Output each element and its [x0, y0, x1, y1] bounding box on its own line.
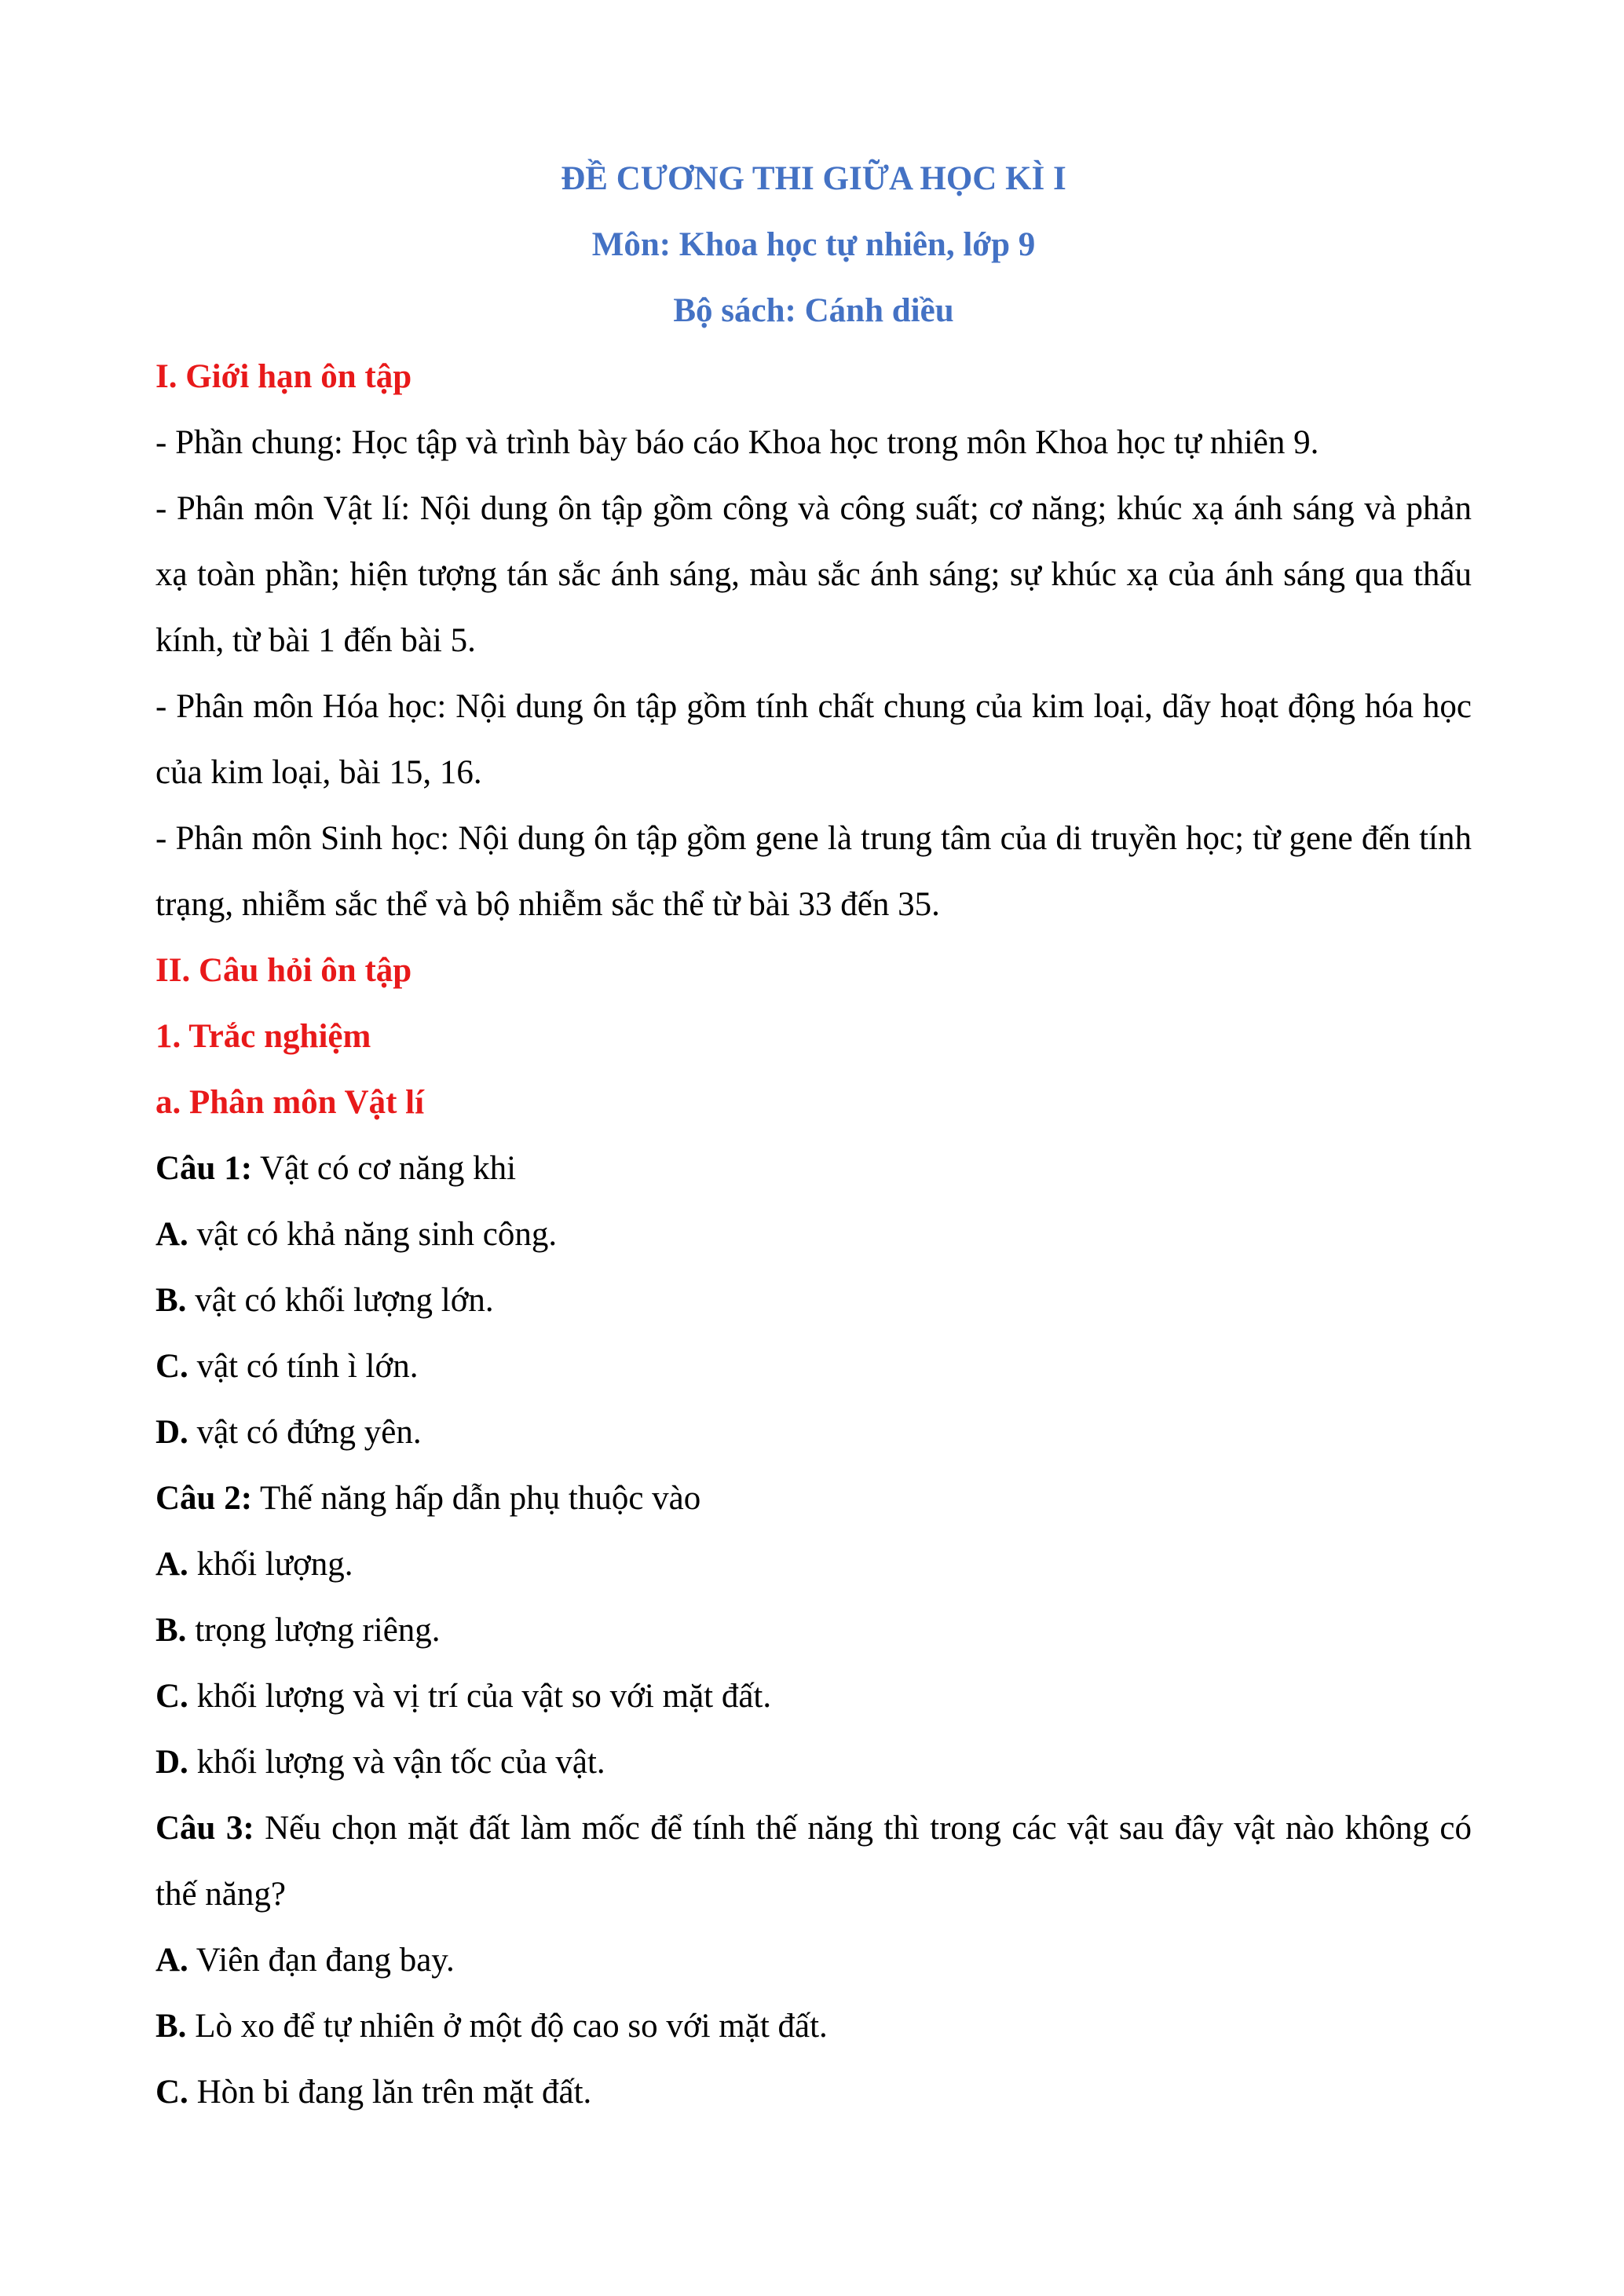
option-letter: C.	[155, 2074, 188, 2111]
scope-item-physics: - Phân môn Vật lí: Nội dung ôn tập gồm công và công suất; cơ năng; khúc xạ ánh sáng và phản xạ toàn phần; hiện tượng tán sắc ánh sáng, màu sắc ánh sáng; sự khúc xạ của ánh sáng qua thấu kính, từ bài 1 đến bài 5.	[155, 490, 1472, 659]
scope-item-general: - Phần chung: Học tập và trình bày báo cáo Khoa học trong môn Khoa học tự nhiên 9.	[155, 424, 1319, 461]
question-1	[155, 1136, 1472, 1202]
option-text: Viên đạn đang bay.	[188, 1942, 455, 1979]
option-letter: D.	[155, 1414, 188, 1451]
option-letter: A.	[155, 1546, 188, 1583]
option-letter: B.	[155, 1282, 187, 1319]
document-title: ĐỀ CƯƠNG THI GIỮA HỌC KÌ I	[561, 160, 1066, 197]
document-page	[155, 146, 1472, 2126]
option-letter: C.	[155, 1678, 188, 1715]
scope-item-biology: - Phân môn Sinh học: Nội dung ôn tập gồm gene là trung tâm của di truyền học; từ gene đến tính trạng, nhiễm sắc thể và bộ nhiễm sắc thể từ bài 33 đến 35.	[155, 820, 1472, 923]
option-text: Hòn bi đang lăn trên mặt đất.	[188, 2074, 592, 2111]
section-heading-scope: I. Giới hạn ôn tập	[155, 358, 412, 395]
question-1-option-c	[155, 1334, 1472, 1400]
section-heading-questions: II. Câu hỏi ôn tập	[155, 952, 412, 989]
scope-item-chemistry: - Phân môn Hóa học: Nội dung ôn tập gồm tính chất chung của kim loại, dãy hoạt động hóa học của kim loại, bài 15, 16.	[155, 688, 1472, 791]
option-text: khối lượng.	[188, 1546, 353, 1583]
question-text: Vật có cơ năng khi	[252, 1150, 517, 1187]
document-book: Bộ sách: Cánh diều	[673, 292, 954, 329]
question-label: Câu 3:	[155, 1810, 254, 1847]
question-3	[155, 1796, 1472, 1928]
question-3-option-a	[155, 1928, 1472, 1994]
option-letter: B.	[155, 2008, 187, 2045]
question-2-option-c	[155, 1664, 1472, 1730]
question-3-option-c	[155, 2060, 1472, 2126]
option-letter: A.	[155, 1216, 188, 1253]
question-text: Nếu chọn mặt đất làm mốc để tính thế năng thì trong các vật sau đây vật nào không có thế năng?	[155, 1810, 1472, 1913]
question-2-option-a	[155, 1532, 1472, 1598]
option-text: khối lượng và vận tốc của vật.	[188, 1744, 605, 1781]
option-letter: D.	[155, 1744, 188, 1781]
question-3-option-b	[155, 1994, 1472, 2060]
question-label: Câu 1:	[155, 1150, 253, 1187]
option-text: Lò xo để tự nhiên ở một độ cao so với mặt đất.	[186, 2008, 828, 2045]
question-1-option-a	[155, 1202, 1472, 1268]
option-text: trọng lượng riêng.	[186, 1612, 441, 1649]
subsection-heading-multiple-choice: 1. Trắc nghiệm	[155, 1018, 371, 1055]
document-subject: Môn: Khoa học tự nhiên, lớp 9	[591, 226, 1036, 263]
question-label: Câu 2:	[155, 1480, 253, 1517]
option-text: vật có khả năng sinh công.	[188, 1216, 558, 1253]
option-letter: C.	[155, 1348, 188, 1385]
option-letter: B.	[155, 1612, 187, 1649]
option-text: khối lượng và vị trí của vật so với mặt đất.	[188, 1678, 772, 1715]
subsection-heading-physics: a. Phân môn Vật lí	[155, 1084, 425, 1121]
option-text: vật có khối lượng lớn.	[186, 1282, 494, 1319]
question-1-option-d	[155, 1400, 1472, 1466]
question-1-option-b	[155, 1268, 1472, 1334]
option-text: vật có đứng yên.	[188, 1414, 422, 1451]
question-2-option-b	[155, 1598, 1472, 1664]
question-2-option-d	[155, 1730, 1472, 1796]
question-text: Thế năng hấp dẫn phụ thuộc vào	[252, 1480, 701, 1517]
option-text: vật có tính ì lớn.	[188, 1348, 419, 1385]
option-letter: A.	[155, 1942, 188, 1979]
question-2	[155, 1466, 1472, 1532]
